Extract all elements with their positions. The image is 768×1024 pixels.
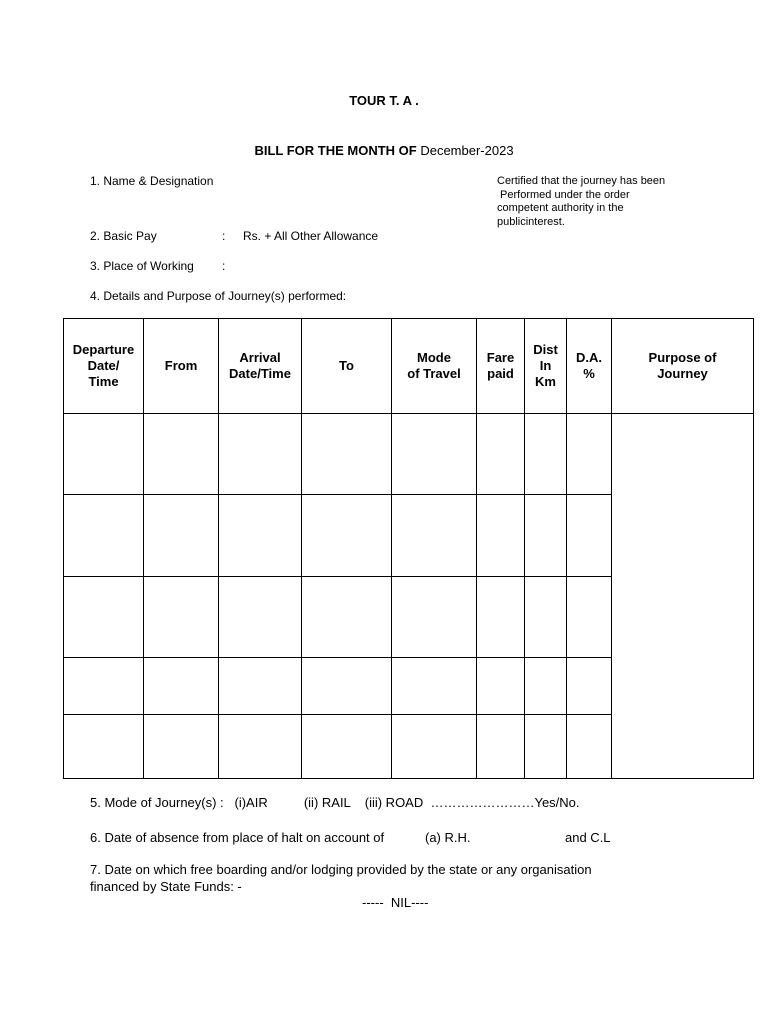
absence-label: 6. Date of absence from place of halt on account of bbox=[90, 830, 385, 845]
purpose-cell[interactable] bbox=[612, 414, 754, 779]
col-from-header: From bbox=[144, 319, 219, 414]
table-cell[interactable] bbox=[477, 414, 525, 495]
col-arrival-header: Arrival Date/Time bbox=[219, 319, 302, 414]
table-cell[interactable] bbox=[477, 715, 525, 779]
journey-details-label: 4. Details and Purpose of Journey(s) performed: bbox=[90, 289, 347, 303]
table-cell[interactable] bbox=[567, 715, 612, 779]
table-cell[interactable] bbox=[219, 715, 302, 779]
table-cell[interactable] bbox=[64, 658, 144, 715]
table-cell[interactable] bbox=[302, 577, 392, 658]
table-cell[interactable] bbox=[144, 658, 219, 715]
table-cell[interactable] bbox=[477, 577, 525, 658]
table-cell[interactable] bbox=[219, 577, 302, 658]
col-departure-header: Departure Date/ Time bbox=[64, 319, 144, 414]
table-cell[interactable] bbox=[144, 715, 219, 779]
table-cell[interactable] bbox=[567, 658, 612, 715]
table-cell[interactable] bbox=[302, 715, 392, 779]
table-cell[interactable] bbox=[219, 495, 302, 577]
boarding-line-1: 7. Date on which free boarding and/or lodging provided by the state or any organisation bbox=[90, 862, 592, 877]
table-cell[interactable] bbox=[567, 495, 612, 577]
mode-of-journey-line: 5. Mode of Journey(s) : (i)AIR (ii) RAIL (iii) ROAD ……………………Yes/No. bbox=[90, 795, 580, 810]
nil-text: ----- NIL---- bbox=[362, 895, 429, 910]
table-cell[interactable] bbox=[64, 495, 144, 577]
table-cell[interactable] bbox=[392, 495, 477, 577]
table-cell[interactable] bbox=[392, 577, 477, 658]
certificate-line: Certified that the journey has been bbox=[497, 175, 666, 187]
table-cell[interactable] bbox=[525, 577, 567, 658]
table-cell[interactable] bbox=[525, 658, 567, 715]
certificate-line: competent authority in the bbox=[497, 202, 624, 214]
table-row bbox=[64, 414, 754, 495]
absence-rh: (a) R.H. bbox=[425, 830, 471, 845]
table-cell[interactable] bbox=[144, 495, 219, 577]
boarding-line-2: financed by State Funds: - bbox=[90, 879, 242, 894]
bill-month-heading bbox=[0, 143, 768, 158]
table-header-row bbox=[64, 319, 754, 414]
table-cell[interactable] bbox=[392, 414, 477, 495]
table-cell[interactable] bbox=[219, 658, 302, 715]
table-cell[interactable] bbox=[144, 414, 219, 495]
table-cell[interactable] bbox=[477, 658, 525, 715]
table-cell[interactable] bbox=[64, 715, 144, 779]
certificate-note bbox=[497, 175, 697, 229]
table-cell[interactable] bbox=[302, 495, 392, 577]
absence-cl: and C.L bbox=[565, 830, 611, 845]
table-cell[interactable] bbox=[525, 495, 567, 577]
certificate-line: publicinterest. bbox=[497, 215, 565, 228]
table-cell[interactable] bbox=[477, 495, 525, 577]
basic-pay-value: Rs. + All Other Allowance bbox=[243, 229, 379, 243]
table-cell[interactable] bbox=[567, 414, 612, 495]
table-cell[interactable] bbox=[219, 414, 302, 495]
bill-month-value: December-2023 bbox=[420, 143, 514, 158]
table-cell[interactable] bbox=[302, 414, 392, 495]
table-cell[interactable] bbox=[144, 577, 219, 658]
table-cell[interactable] bbox=[64, 414, 144, 495]
table-cell[interactable] bbox=[567, 577, 612, 658]
journey-table bbox=[63, 318, 754, 779]
col-fare-header: Fare paid bbox=[477, 319, 525, 414]
table-cell[interactable] bbox=[392, 658, 477, 715]
place-of-working-label: 3. Place of Working bbox=[90, 259, 194, 273]
name-designation-label: 1. Name & Designation bbox=[90, 174, 214, 188]
table-cell[interactable] bbox=[392, 715, 477, 779]
table-cell[interactable] bbox=[525, 715, 567, 779]
bill-month-label: BILL FOR THE MONTH OF bbox=[254, 143, 417, 158]
page-title: TOUR T. A . bbox=[349, 93, 419, 108]
table-cell[interactable] bbox=[64, 577, 144, 658]
table-cell[interactable] bbox=[302, 658, 392, 715]
col-purpose-header: Purpose of Journey bbox=[612, 319, 754, 414]
col-dist-header: Dist In Km bbox=[525, 319, 567, 414]
basic-pay-colon: : bbox=[222, 229, 226, 243]
col-to-header: To bbox=[302, 319, 392, 414]
col-da-header: D.A. % bbox=[567, 319, 612, 414]
col-mode-header: Mode of Travel bbox=[392, 319, 477, 414]
certificate-line: Performed under the order bbox=[497, 188, 630, 201]
basic-pay-label: 2. Basic Pay bbox=[90, 229, 157, 243]
table-cell[interactable] bbox=[525, 414, 567, 495]
place-of-working-colon: : bbox=[222, 259, 226, 273]
